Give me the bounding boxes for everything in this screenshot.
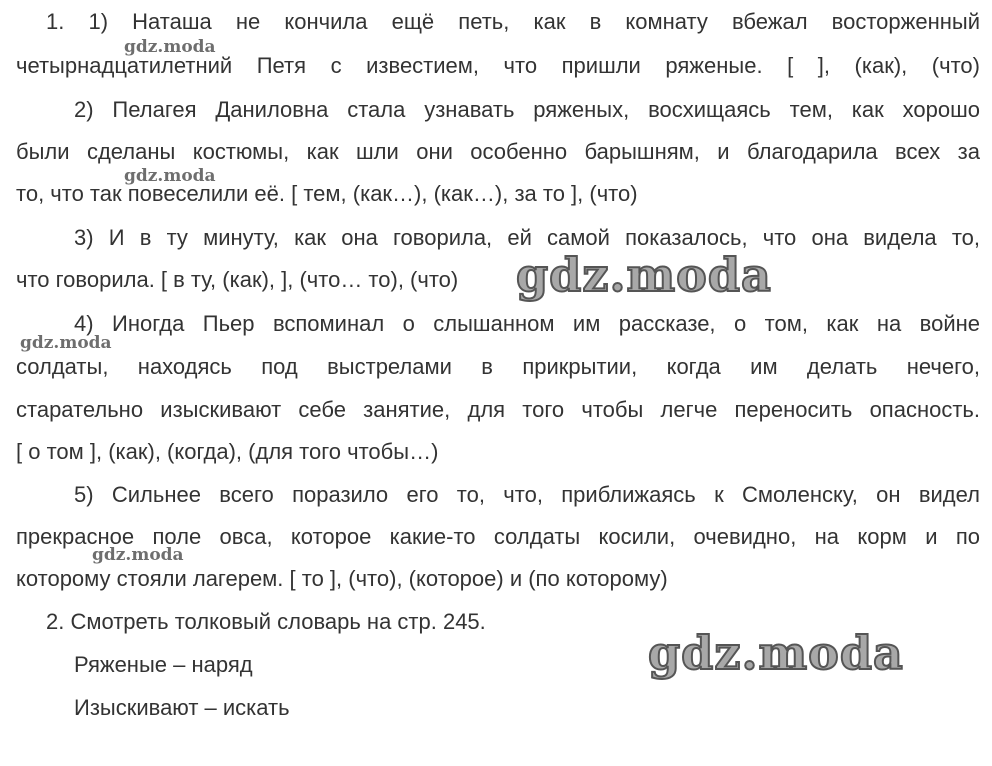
text-line: четырнадцатилетний Петя с известием, что пришли ряженые. [ ], (как), (что): [16, 53, 980, 78]
text-line: 1. 1) Наташа не кончила ещё петь, как в комнату вбежал восторженный: [46, 9, 980, 34]
text-line: солдаты, находясь под выстрелами в прикрытии, когда им делать нечего,: [16, 354, 980, 379]
watermark-large: gdz.moda: [648, 626, 904, 680]
text-line: 4) Иногда Пьер вспоминал о слышанном им рассказе, о том, как на войне: [74, 311, 980, 336]
text-line: 2) Пелагея Даниловна стала узнавать ряженых, восхищаясь тем, как хорошо: [74, 97, 980, 122]
text-line: Изыскивают – искать: [74, 695, 290, 720]
text-line: 3) И в ту минуту, как она говорила, ей самой показалось, что она видела то,: [74, 225, 980, 250]
watermark-large: gdz.moda: [516, 248, 772, 302]
watermark-small: gdz.moda: [124, 166, 216, 186]
text-line: 2. Смотреть толковый словарь на стр. 245.: [46, 609, 486, 634]
watermark-small: gdz.moda: [124, 37, 216, 57]
watermark-small: gdz.moda: [92, 545, 184, 565]
text-line: что говорила. [ в ту, (как), ], (что… то), (что): [16, 267, 459, 292]
text-line: старательно изыскивают себе занятие, для того чтобы легче переносить опасность.: [16, 397, 980, 422]
text-line: Ряженые – наряд: [74, 652, 253, 677]
text-line: то, что так повеселили её. [ тем, (как…), (как…), за то ], (что): [16, 181, 638, 206]
watermark-small: gdz.moda: [20, 333, 112, 353]
text-line: 5) Сильнее всего поразило его то, что, приближаясь к Смоленску, он видел: [74, 482, 980, 507]
text-line: были сделаны костюмы, как шли они особенно барышням, и благодарила всех за: [16, 139, 980, 164]
text-line: прекрасное поле овса, которое какие-то солдаты косили, очевидно, на корм и по: [16, 524, 980, 549]
text-line: которому стояли лагерем. [ то ], (что), (которое) и (по которому): [16, 566, 668, 591]
text-line: [ о том ], (как), (когда), (для того чтобы…): [16, 439, 439, 464]
